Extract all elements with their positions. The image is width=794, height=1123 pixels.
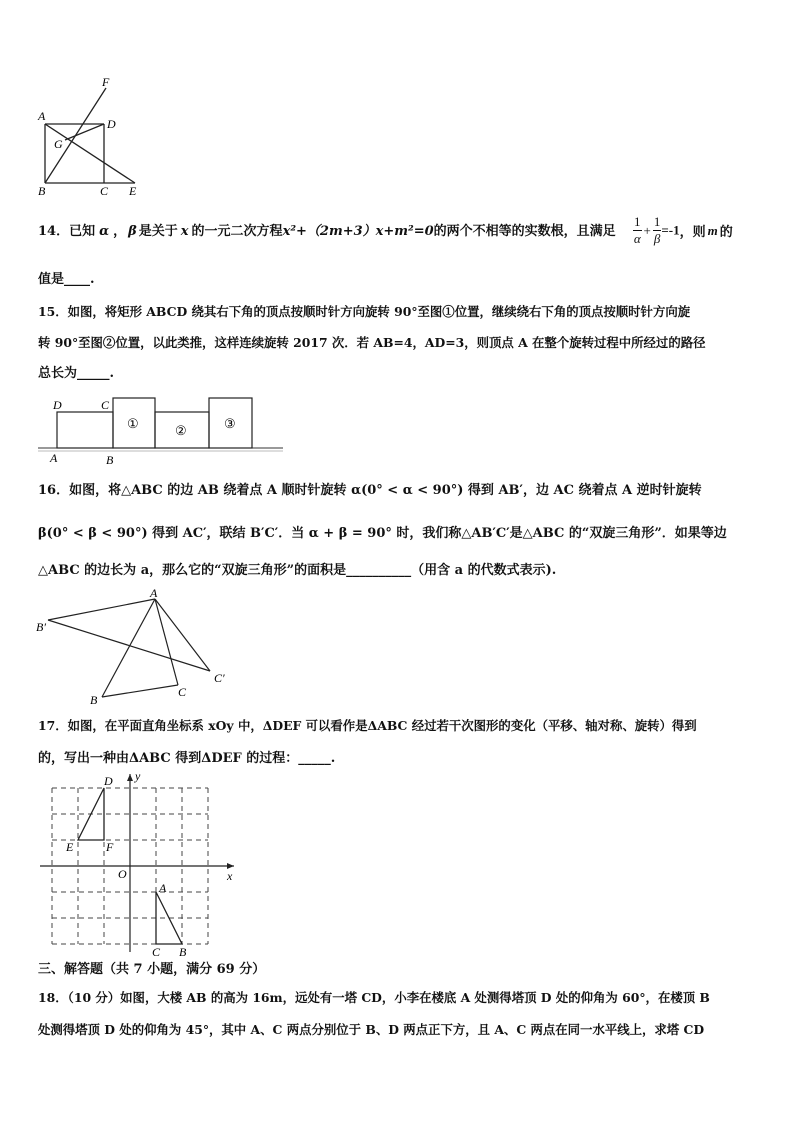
q15-line1: 15．如图，将矩形 ABCD 绕其右下角的顶点按顺时针方向旋转 90°至图①位置，继续绕右下角的顶点按顺时针方向旋 [38,304,691,319]
q14-beta: β [128,224,137,239]
fig16-label-a: A [150,586,158,600]
fig16-label-c: C [178,685,187,699]
q17-line1: 17．如图，在平面直角坐标系 xOy 中，ΔDEF 可以看作是ΔABC 经过若干次图形的变化（平移、轴对称、旋转）得到 [38,718,697,733]
q16-line1: 16．如图，将△ABC 的边 AB 绕着点 A 顺时针旋转 α(0° < α < 90°) 得到 AB′，边 AC 绕着点 A 逆时针旋转 [38,483,702,498]
fig15-rect-original [57,412,113,448]
q14-text5: 的 [719,224,733,239]
q14-frac1-num: 1 [634,214,641,229]
fig15-label-two: ② [175,423,187,438]
fig16-line-ac [155,599,178,685]
fig15-label-one: ① [127,416,139,431]
figure-16 [30,585,240,707]
fig17-y-arrow [127,774,133,781]
fig16-line-ab [102,599,155,697]
q14-fractions [633,214,733,247]
fig13-label-a: A [38,109,46,123]
fig16-line-bpcp [48,620,210,671]
fig13-label-e: E [129,184,137,198]
fig16-line-acp [155,599,210,671]
figure-17 [36,770,240,960]
fig15-label-c: C [101,398,110,412]
fig17-label-d: D [104,774,113,788]
q14-text2: 的一元二次方程 [191,224,283,239]
q14-eqtail: =-1 [661,222,680,238]
q14-lead: 14．已知 [38,224,96,239]
q15-line2: 转 90°至图②位置，以此类推，这样连续旋转 2017 次．若 AB=4，AD=3，则顶点 A 在整个旋转过程中所经过的路径 [38,335,706,350]
q14-frac2-den: β [653,231,661,246]
fig16-label-b: B [90,693,98,707]
fig13-label-d: D [107,117,116,131]
fig17-label-c: C [152,945,161,959]
fig13-label-b: B [38,184,46,198]
fig13-label-f: F [102,75,110,89]
fig16-line-abp [48,599,155,620]
fig15-label-d: D [53,398,62,412]
figure-13 [30,70,150,200]
q14-frac2-num: 1 [653,214,661,229]
q14-plus: + [643,222,651,238]
q18-line2: 处测得塔顶 D 处的仰角为 45°，其中 A、C 两点分别位于 B、D 两点正下方，且 A、C 两点在同一水平线上，求塔 CD [38,1022,705,1037]
fig17-label-a: A [159,881,167,895]
q14-text4: ，则 [679,224,706,239]
q14-frac1-den: α [633,231,641,246]
fig17-label-y: y [135,770,141,783]
fig16-line-bc [102,685,178,697]
q14-sep: ， [113,224,127,239]
fig15-label-b: B [106,453,114,467]
q18-line1: 18．（10 分）如图，大楼 AB 的高为 16m，远处有一塔 CD，小李在楼底 A 处测得塔顶 D 处的仰角为 60°，在楼顶 B [38,990,710,1005]
q14-line2: 值是____. [38,272,95,287]
fig16-label-cp: C′ [214,671,225,685]
q14-alpha: α [99,224,110,239]
q16-line2: β(0° < β < 90°) 得到 AC′，联结 B′C′．当 α + β = 90° 时，我们称△AB′C′是△ABC 的“双旋三角形”．如果等边 [38,526,727,541]
fig17-label-b: B [179,945,187,959]
fig17-label-e: E [66,840,74,854]
fig15-label-three: ③ [224,416,236,431]
fig17-label-x: x [227,869,233,883]
q14-text1: 是关于 [138,224,178,239]
fig16-label-bp: B′ [36,620,46,634]
q14-equation: x²+（2m+3）x+m²=0 [282,224,434,239]
section3-title: 三、解答题（共 7 小题，满分 69 分） [38,962,266,977]
q14-m: m [707,222,718,238]
q16-line3: △ABC 的边长为 a，那么它的“双旋三角形”的面积是__________（用含 a 的代数式表示). [38,563,557,578]
fig13-label-c: C [100,184,109,198]
fig15-label-a: A [50,451,58,465]
q14-text3: 的两个不相等的实数根，且满足 [433,224,616,239]
figure-15 [38,392,283,467]
q15-line3: 总长为_____. [38,366,115,381]
fig17-label-f: F [106,840,114,854]
q14-line1 [38,222,616,242]
q14-x: x [180,224,189,239]
fig13-label-g: G [54,137,63,151]
fig17-label-o: O [118,867,127,881]
q17-line2: 的，写出一种由ΔABC 得到ΔDEF 的过程：_____. [38,751,336,766]
